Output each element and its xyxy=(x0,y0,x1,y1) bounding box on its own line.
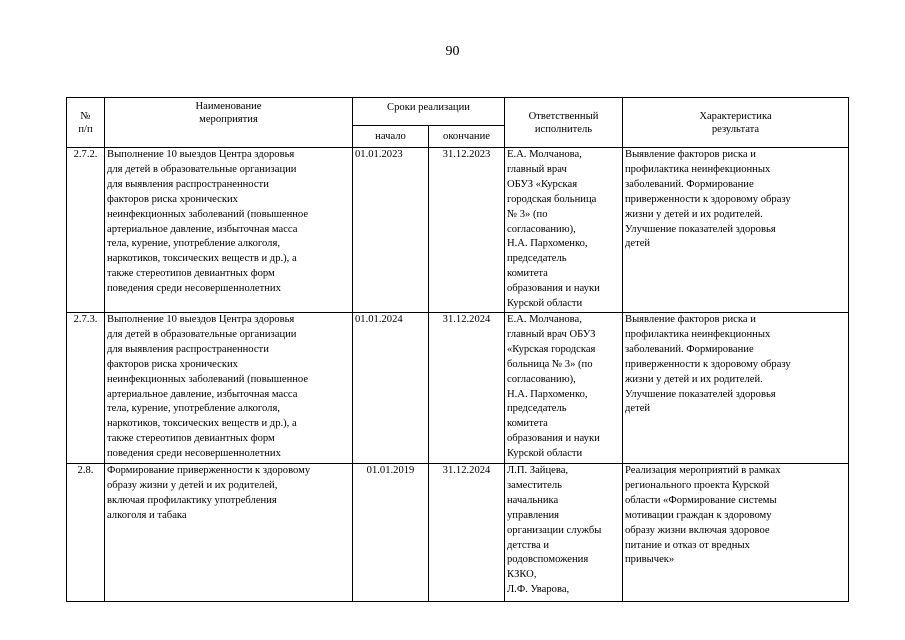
row-result: Выявление факторов риска и профилактика неинфекционных заболеваний. Формирование приверженности к здоровому образу жизни у детей и их родителей. Улучшение показателей здоровья детей xyxy=(623,148,849,313)
row-result: Реализация мероприятий в рамках регионального проекта Курской области «Формирование системы мотивации граждан к здоровому образу жизни включая здоровое питание и отказ от вредных привычек» xyxy=(623,463,849,601)
table-row xyxy=(67,312,849,463)
row-responsible: Л.П. Зайцева, заместитель начальника управления организации службы детства и родовспоможения КЗКО, Л.Ф. Уварова, xyxy=(505,463,623,601)
header-responsible: Ответственный исполнитель xyxy=(505,98,623,148)
header-result: Характеристика результата xyxy=(623,98,849,148)
row-number: 2.8. xyxy=(67,463,105,601)
table-header-row xyxy=(67,98,849,126)
row-end: 31.12.2023 xyxy=(429,148,505,313)
header-number: № п/п xyxy=(67,98,105,148)
row-start: 01.01.2023 xyxy=(353,148,429,313)
row-responsible: Е.А. Молчанова, главный врач ОБУЗ «Курская городская больница № 3» (по согласованию), Н.А. Пархоменко, председатель комитета образования и науки Курской области xyxy=(505,312,623,463)
header-period: Сроки реализации xyxy=(353,98,505,126)
activities-table xyxy=(66,97,849,602)
row-number: 2.7.2. xyxy=(67,148,105,313)
row-name: Выполнение 10 выездов Центра здоровья для детей в образовательные организации для выявления распространенности факторов риска хронических неинфекционных заболеваний (повышенное артериальное давление, избыточная масса тела, курение, употребление алкоголя, наркотиков, токсических веществ и др.), а также стереотипов девиантных форм поведения среди несовершеннолетних xyxy=(105,148,353,313)
row-responsible: Е.А. Молчанова, главный врач ОБУЗ «Курская городская больница № 3» (по согласованию), Н.А. Пархоменко, председатель комитета образования и науки Курской области xyxy=(505,148,623,313)
header-end: окончание xyxy=(429,126,505,148)
header-start: начало xyxy=(353,126,429,148)
row-result: Выявление факторов риска и профилактика неинфекционных заболеваний. Формирование приверженности к здоровому образу жизни у детей и их родителей. Улучшение показателей здоровья детей xyxy=(623,312,849,463)
header-name: Наименование мероприятия xyxy=(105,98,353,148)
row-name: Выполнение 10 выездов Центра здоровья для детей в образовательные организации для выявления распространенности факторов риска хронических неинфекционных заболеваний (повышенное артериальное давление, избыточная масса тела, курение, употребление алкоголя, наркотиков, токсических веществ и др.), а также стереотипов девиантных форм поведения среди несовершеннолетних xyxy=(105,312,353,463)
row-number: 2.7.3. xyxy=(67,312,105,463)
table-row xyxy=(67,148,849,313)
page-number: 90 xyxy=(445,44,460,59)
row-end: 31.12.2024 xyxy=(429,312,505,463)
row-start: 01.01.2019 xyxy=(353,463,429,601)
row-end: 31.12.2024 xyxy=(429,463,505,601)
table-row xyxy=(67,463,849,601)
row-start: 01.01.2024 xyxy=(353,312,429,463)
row-name: Формирование приверженности к здоровому образу жизни у детей и их родителей, включая профилактику употребления алкоголя и табака xyxy=(105,463,353,601)
